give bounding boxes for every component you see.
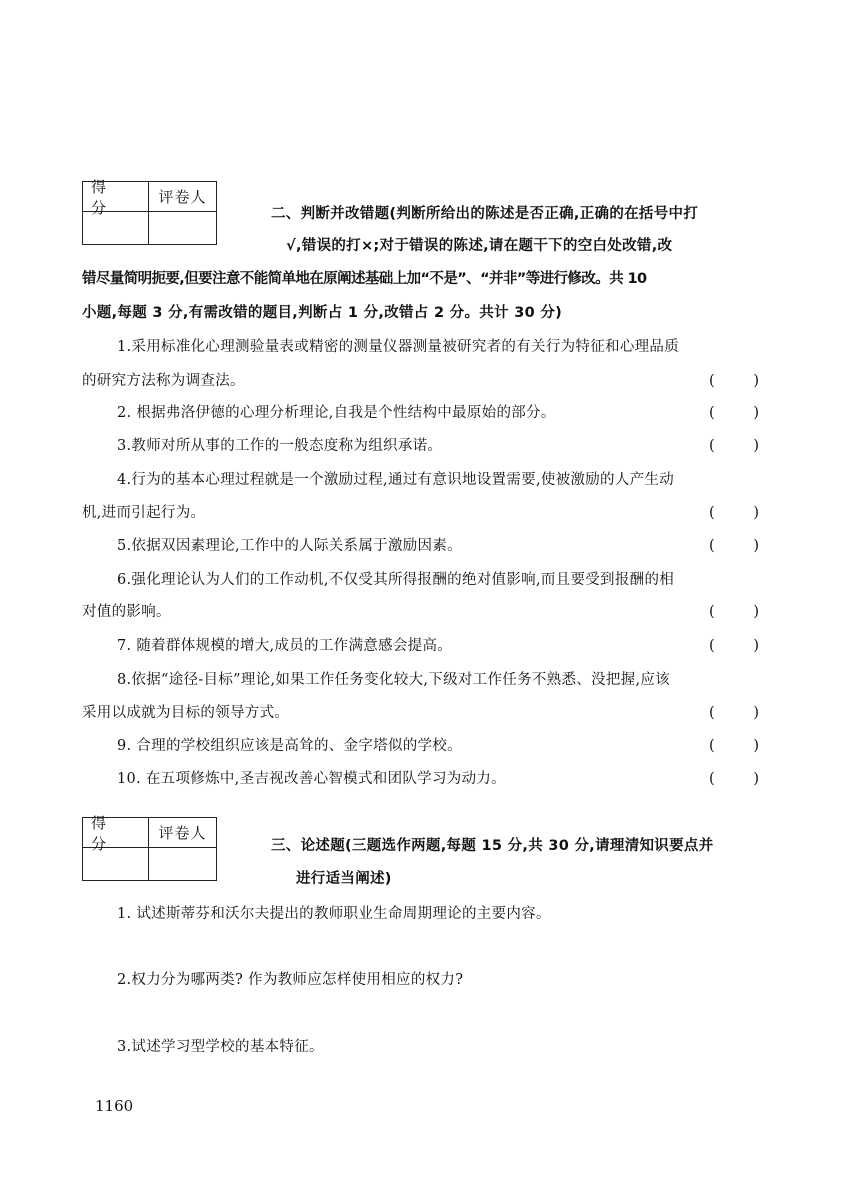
question-3: 3.教师对所从事的工作的一般态度称为组织承诺。 [117,438,443,454]
question-6-line2: 对值的影响。 [82,604,171,620]
grader-label: 评卷人 [149,182,216,212]
section2-title-line1: 二、判断并改错题(判断所给出的陈述是否正确,正确的在括号中打 [271,206,699,222]
question-2: 2. 根据弗洛伊德的心理分析理论,自我是个性结构中最原始的部分。 [117,405,556,421]
answer-paren-9: ( ) [709,738,759,754]
answer-paren-3: ( ) [709,438,759,454]
answer-paren-1: ( ) [709,373,759,389]
question-1-line2: 的研究方法称为调查法。 [82,373,245,389]
question-4-line2: 机,进而引起行为。 [82,505,206,521]
question-5: 5.依据双因素理论,工作中的人际关系属于激励因素。 [117,538,462,554]
answer-paren-10: ( ) [709,771,759,787]
essay-question-3: 3.试述学习型学校的基本特征。 [117,1039,324,1055]
score-label: 得 分 [83,182,149,212]
section2-title-line3: 错尽量简明扼要,但要注意不能简单地在原阐述基础上加“不是”、“并非”等进行修改。共 10 [82,271,647,287]
question-4-line1: 4.行为的基本心理过程就是一个激励过程,通过有意识地设置需要,使被激励的人产生动 [117,472,675,488]
answer-paren-6: ( ) [709,604,759,620]
score-box-section2 [82,177,217,245]
grader-label: 评卷人 [149,818,216,848]
question-1-line1: 1.采用标准化心理测验量表或精密的测量仪器测量被研究者的有关行为特征和心理品质 [117,339,680,355]
score-cell [83,848,149,880]
question-8-line1: 8.依据“途径-目标”理论,如果工作任务变化较大,下级对工作任务不熟悉、没把握,应该 [117,672,670,688]
question-9: 9. 合理的学校组织应该是高耸的、金字塔似的学校。 [117,738,462,754]
question-8-line2: 采用以成就为目标的领导方式。 [82,705,290,721]
answer-paren-7: ( ) [709,638,759,654]
question-10: 10. 在五项修炼中,圣吉视改善心智模式和团队学习为动力。 [117,771,506,787]
section3-title-line1: 三、论述题(三题选作两题,每题 15 分,共 30 分,请理清知识要点并 [271,838,714,854]
section3-title-line2: 进行适当阐述) [296,871,392,887]
question-7: 7. 随着群体规模的增大,成员的工作满意感会提高。 [117,638,453,654]
page-number: 1160 [95,1097,134,1115]
answer-paren-4: ( ) [709,505,759,521]
section2-title-line4: 小题,每题 3 分,有需改错的题目,判断占 1 分,改错占 2 分。共计 30 分) [82,305,563,321]
section2-title-line2: √,错误的打×;对于错误的陈述,请在题干下的空白处改错,改 [286,238,673,254]
score-label: 得 分 [83,818,149,848]
essay-question-1: 1. 试述斯蒂芬和沃尔夫提出的教师职业生命周期理论的主要内容。 [117,906,551,922]
grader-cell [149,212,216,244]
score-box-section3 [82,813,217,881]
essay-question-2: 2.权力分为哪两类? 作为教师应怎样使用相应的权力? [117,972,464,988]
score-cell [83,212,149,244]
question-6-line1: 6.强化理论认为人们的工作动机,不仅受其所得报酬的绝对值影响,而且要受到报酬的相 [117,572,675,588]
answer-paren-5: ( ) [709,538,759,554]
grader-cell [149,848,216,880]
answer-paren-2: ( ) [709,405,759,421]
answer-paren-8: ( ) [709,705,759,721]
